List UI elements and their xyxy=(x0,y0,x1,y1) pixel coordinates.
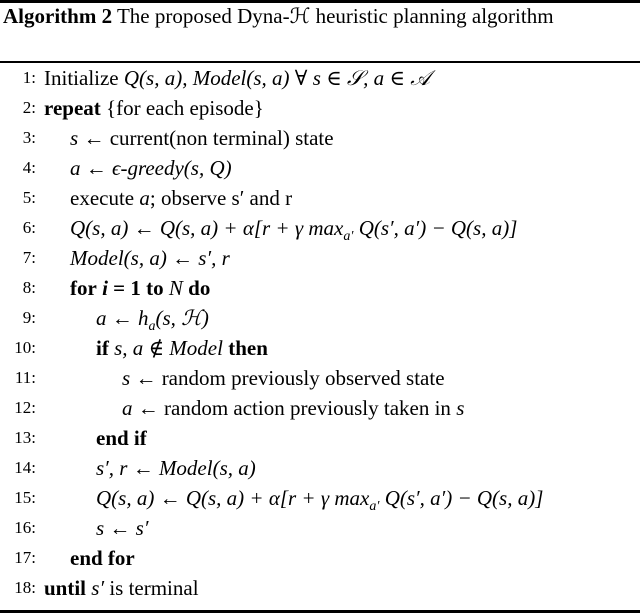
line-number: 14: xyxy=(14,458,36,477)
math: Q(s, a) ← Q(s, a) + α[r + γ max xyxy=(70,216,344,240)
text: {for each episode} xyxy=(100,96,264,120)
line-number: 13: xyxy=(14,428,36,447)
math: a ← h xyxy=(96,306,149,330)
line-code xyxy=(96,333,268,363)
line-number: 2: xyxy=(22,98,36,117)
text: is terminal xyxy=(104,576,199,600)
line-2 xyxy=(0,93,640,123)
line-code xyxy=(122,393,464,423)
line-code xyxy=(70,273,210,303)
text: ← current(non terminal) state xyxy=(78,126,334,150)
math: s xyxy=(70,126,79,150)
line-13 xyxy=(0,423,640,453)
math: a ← ϵ-greedy(s, Q) xyxy=(70,156,232,180)
keyword: for xyxy=(70,276,97,300)
math: Q(s′, a′) − Q(s, a)] xyxy=(379,486,544,510)
line-number: 3: xyxy=(22,128,36,147)
math: s xyxy=(456,396,465,420)
bottom-rule xyxy=(0,610,640,613)
line-8 xyxy=(0,273,640,303)
keyword: if xyxy=(96,336,109,360)
line-7 xyxy=(0,243,640,273)
line-code xyxy=(44,573,199,603)
math: N xyxy=(163,276,183,300)
line-number: 16: xyxy=(14,518,36,537)
line-number: 17: xyxy=(14,548,36,567)
line-code xyxy=(44,93,264,123)
algorithm-title: The proposed Dyna-ℋ heuristic planning algorithm xyxy=(116,4,554,28)
line-code xyxy=(70,183,292,213)
text: execute xyxy=(70,186,140,210)
line-5 xyxy=(0,183,640,213)
line-code xyxy=(44,63,430,93)
line-18 xyxy=(0,573,640,603)
line-15 xyxy=(0,483,640,513)
keyword: do xyxy=(182,276,211,300)
line-code xyxy=(96,423,147,453)
math: Q(s, a) ← Q(s, a) + α[r + γ max xyxy=(96,486,370,510)
keyword: end if xyxy=(96,426,147,450)
math: s′, r ← Model(s, a) xyxy=(96,456,256,480)
text: ← random action previously taken in xyxy=(132,396,457,420)
line-number: 18: xyxy=(14,578,36,597)
line-17 xyxy=(0,543,640,573)
keyword: until xyxy=(44,576,87,600)
line-code xyxy=(70,543,135,573)
line-10 xyxy=(0,333,640,363)
line-16 xyxy=(0,513,640,543)
line-code xyxy=(70,153,232,183)
line-code xyxy=(96,453,256,483)
line-number: 4: xyxy=(22,158,36,177)
keyword: repeat xyxy=(44,96,101,120)
math: s xyxy=(122,366,131,390)
line-code xyxy=(122,363,445,393)
algorithm-lines xyxy=(0,63,640,603)
line-number: 7: xyxy=(22,248,36,267)
keyword: to xyxy=(146,276,164,300)
math: s, a ∉ Model xyxy=(108,336,223,360)
subscript: a′ xyxy=(343,229,354,245)
line-number: 11: xyxy=(14,368,36,387)
subscript: a′ xyxy=(369,499,380,515)
line-number: 6: xyxy=(22,218,36,237)
subscript: a xyxy=(148,319,156,335)
line-code xyxy=(96,513,148,543)
line-number: 12: xyxy=(14,398,36,417)
math: a xyxy=(139,186,150,210)
line-number: 1: xyxy=(22,68,36,87)
line-number: 8: xyxy=(22,278,36,297)
math: s ← s′ xyxy=(96,516,149,540)
keyword: then xyxy=(222,336,268,360)
line-12 xyxy=(0,393,640,423)
text: ← random previously observed state xyxy=(130,366,445,390)
text: = 1 xyxy=(107,276,147,300)
line-number: 5: xyxy=(22,188,36,207)
math: a xyxy=(122,396,133,420)
line-code xyxy=(70,123,334,153)
line-number: 15: xyxy=(14,488,36,507)
math: Model(s, a) ← s′, r xyxy=(70,246,230,270)
keyword: end for xyxy=(70,546,135,570)
text: Initialize xyxy=(44,66,124,90)
math: Q(s′, a′) − Q(s, a)] xyxy=(353,216,518,240)
line-number: 9: xyxy=(22,308,36,327)
line-6 xyxy=(0,213,640,243)
line-14 xyxy=(0,453,640,483)
text: ; observe s′ and r xyxy=(149,186,293,210)
algorithm-label: Algorithm 2 xyxy=(3,4,113,28)
algorithm-caption xyxy=(3,2,637,30)
line-3 xyxy=(0,123,640,153)
line-1 xyxy=(0,63,640,93)
line-11 xyxy=(0,363,640,393)
line-number: 10: xyxy=(14,338,36,357)
math: (s, ℋ) xyxy=(155,306,209,330)
math: Q(s, a), Model(s, a) ∀ s ∈ 𝒮, a ∈ 𝒜 xyxy=(123,66,431,90)
math: s′ xyxy=(86,576,105,600)
line-4 xyxy=(0,153,640,183)
line-9 xyxy=(0,303,640,333)
math: i xyxy=(96,276,108,300)
line-code xyxy=(70,243,230,273)
